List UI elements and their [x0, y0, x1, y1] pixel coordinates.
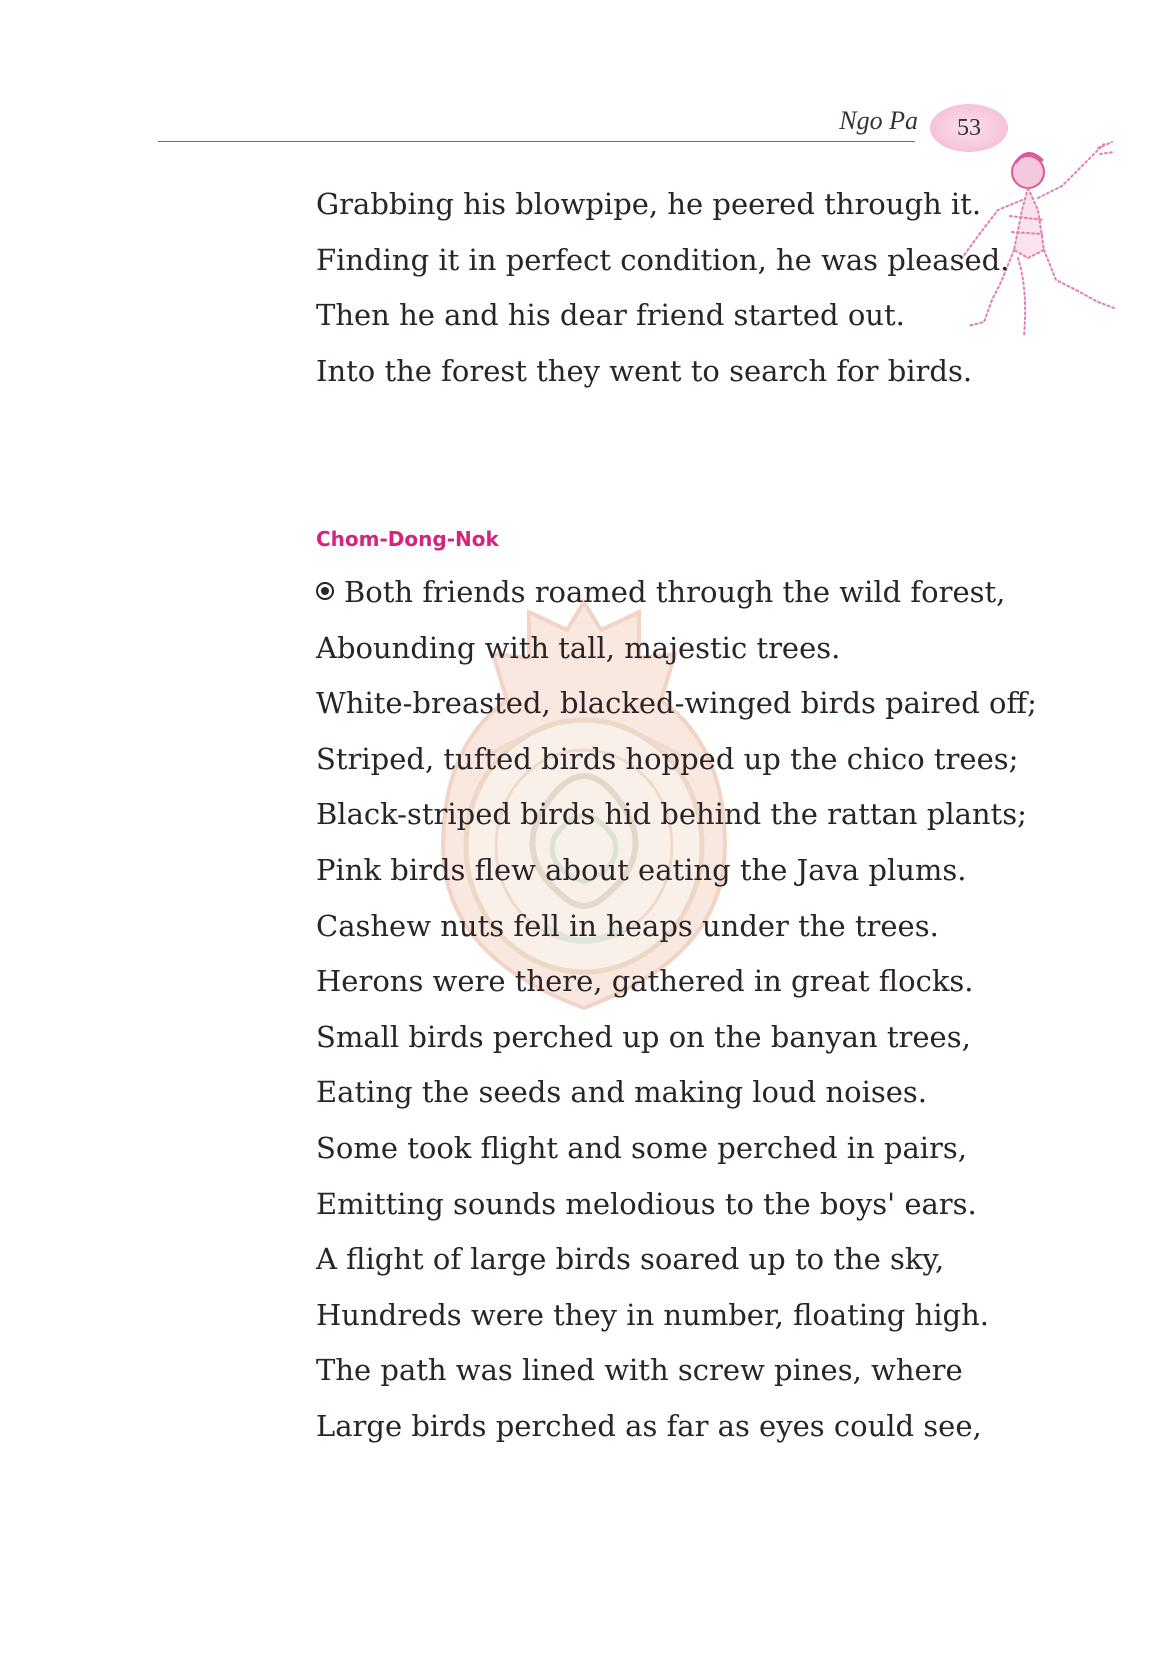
verse-line: Striped, tufted birds hopped up the chico trees;: [316, 741, 1019, 776]
verse-line: Finding it in perfect condition, he was pleased.: [316, 242, 1010, 277]
verse-line: Hundreds were they in number, floating high.: [316, 1297, 989, 1332]
verse-line: Pink birds flew about eating the Java plums.: [316, 852, 967, 887]
verse-bullet-icon: [316, 582, 334, 600]
verse-line: Abounding with tall, majestic trees.: [316, 630, 841, 665]
intro-verse: [316, 177, 1076, 399]
section-title: Chom-Dong-Nok: [316, 527, 499, 551]
verse-line: Some took flight and some perched in pairs,: [316, 1130, 967, 1165]
running-title: Ngo Pa: [839, 106, 918, 135]
verse-line: A flight of large birds soared up to the sky,: [316, 1242, 945, 1277]
verse-line: Into the forest they went to search for birds.: [316, 353, 973, 388]
verse-line: Then he and his dear friend started out.: [316, 298, 905, 333]
page-number: 53: [957, 114, 981, 141]
verse-line: Black-striped birds hid behind the rattan plants;: [316, 797, 1027, 832]
header-rule: [158, 141, 915, 142]
verse-line-text: Both friends roamed through the wild forest,: [344, 575, 1006, 609]
verse-line: Herons were there, gathered in great flocks.: [316, 964, 974, 999]
verse-line: White-breasted, blacked-winged birds paired off;: [316, 686, 1037, 721]
verse-line: The path was lined with screw pines, where: [316, 1353, 963, 1388]
section-verse: [316, 565, 1076, 1455]
verse-line: Large birds perched as far as eyes could see,: [316, 1408, 982, 1443]
verse-line: Eating the seeds and making loud noises.: [316, 1075, 928, 1110]
verse-line: Cashew nuts fell in heaps under the trees.: [316, 908, 939, 943]
verse-line: Grabbing his blowpipe, he peered through it.: [316, 187, 982, 221]
verse-line: Small birds perched up on the banyan trees,: [316, 1019, 971, 1054]
verse-line-first: [316, 565, 1076, 621]
verse-line: Emitting sounds melodious to the boys' ears.: [316, 1186, 977, 1221]
